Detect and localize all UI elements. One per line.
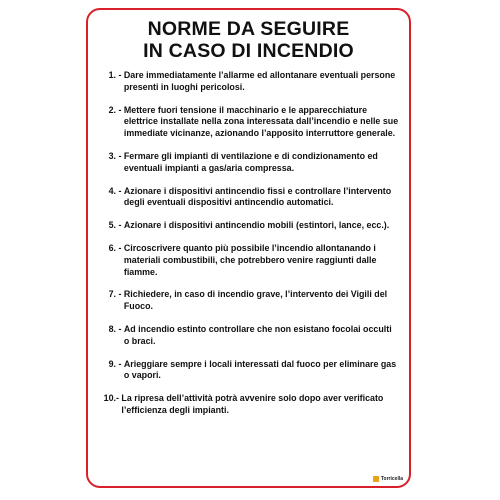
- rule-text: La ripresa dell’attività potrà avvenire solo dopo aver verificato l’efficienza degli impianti.: [121, 393, 384, 415]
- rule-number: 2.: [108, 104, 116, 115]
- rules-list: [88, 70, 409, 417]
- rule-item: [98, 324, 399, 348]
- rule-item: [98, 243, 399, 278]
- logo-mark-icon: [373, 476, 379, 482]
- manufacturer-logo: [373, 476, 403, 482]
- rule-separator: -: [116, 242, 124, 253]
- rule-item: [98, 220, 399, 232]
- rule-item: [98, 105, 399, 140]
- logo-text: Torricella: [380, 476, 403, 482]
- rule-text: Fermare gli impianti di ventilazione e di condizionamento ed eventuali impianti a gas/aria compressa.: [123, 150, 378, 173]
- rule-item: [98, 289, 399, 313]
- rule-text: Azionare i dispositivi antincendio fissi e controllare l’intervento degli eventuali dispositivi antincendio automatici.: [123, 185, 392, 208]
- rule-number: 5.: [108, 220, 116, 231]
- safety-sign: [86, 8, 411, 488]
- rule-separator: -: [116, 70, 124, 80]
- rule-number: 7.: [108, 289, 116, 300]
- rule-text: Dare immediatamente l’allarme ed allontanare eventuali persone presenti in luoghi pericolosi.: [123, 70, 396, 92]
- rule-number: 8.: [108, 323, 116, 334]
- rule-separator: -: [116, 289, 124, 300]
- rule-text: Circoscrivere quanto più possibile l’incendio allontanando i materiali combustibili, che potrebbero venire raggiunti dalle fiamme.: [123, 242, 377, 277]
- rule-text: Richiedere, in caso di incendio grave, l’intervento dei Vigili del Fuoco.: [123, 289, 388, 312]
- title-line-2: IN CASO DI INCENDIO: [143, 40, 354, 62]
- rule-number: 10.: [103, 393, 116, 404]
- rule-item: [98, 186, 399, 210]
- rule-number: 4.: [108, 185, 116, 196]
- rule-text: Arieggiare sempre i locali interessati dal fuoco per eliminare gas o vapori.: [123, 358, 397, 381]
- rule-item: [98, 70, 399, 94]
- rule-separator: -: [116, 104, 124, 115]
- rule-separator: -: [116, 323, 124, 334]
- rule-separator: -: [116, 393, 122, 404]
- rule-number: 3.: [108, 150, 116, 161]
- rule-number: 9.: [108, 358, 116, 369]
- rule-item: [98, 359, 399, 383]
- rule-number: 1.: [108, 70, 116, 80]
- rule-separator: -: [116, 150, 124, 161]
- rule-text: Ad incendio estinto controllare che non esistano focolai occulti o braci.: [123, 323, 392, 346]
- rule-text: Mettere fuori tensione il macchinario e le apparecchiature elettrice installate nella zona interessata dall’incendio e nelle sue immediate vicinanze, azionando l’apposito interruttore generale.: [123, 104, 399, 139]
- rule-item: [98, 393, 399, 417]
- rule-item: [98, 151, 399, 175]
- rule-separator: -: [116, 185, 124, 196]
- rule-separator: -: [116, 358, 124, 369]
- title-line-1: NORME DA SEGUIRE: [147, 18, 350, 40]
- rule-text: Azionare i dispositivi antincendio mobili (estintori, lance, ecc.).: [123, 220, 390, 231]
- sign-title: [88, 18, 409, 62]
- rule-number: 6.: [108, 242, 116, 253]
- rule-separator: -: [116, 220, 124, 231]
